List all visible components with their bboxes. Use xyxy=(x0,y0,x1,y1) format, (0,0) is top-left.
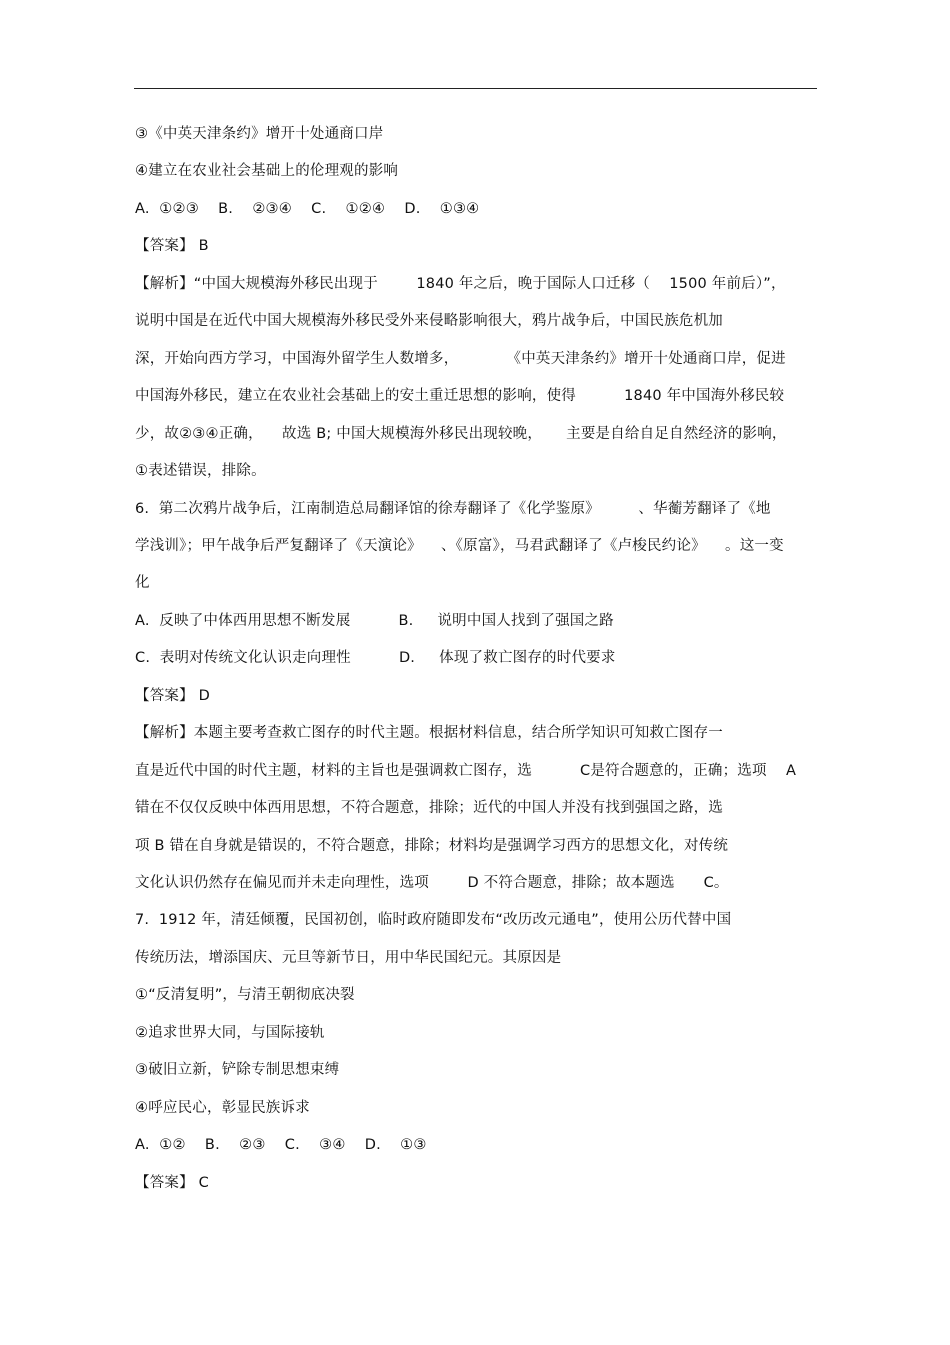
analysis-line: 深，开始向西方学习，中国海外留学生人数增多， 《中英天津条约》增开十处通商口岸，促进 xyxy=(135,351,786,367)
question-line: 化 xyxy=(135,575,150,591)
question-line: 6. 第二次鸦片战争后，江南制造总局翻译馆的徐寿翻译了《化学鉴原》 、华蘅芳翻译了《地 xyxy=(135,501,771,517)
analysis-line: 中国海外移民，建立在农业社会基础上的安土重迁思想的影响，使得 1840 年中国海外移民较 xyxy=(135,388,785,404)
text-line: ③《中英天津条约》增开十处通商口岸 xyxy=(135,126,384,142)
analysis-line: 【解析】“中国大规模海外移民出现于 1840 年之后，晚于国际人口迁移（ 1500 年前后）”， xyxy=(135,276,786,292)
answer-key: 【答案】 C xyxy=(135,1175,209,1191)
analysis-line: 项 B 错在自身就是错误的，不符合题意，排除；材料均是强调学习西方的思想文化，对传统 xyxy=(135,838,729,854)
analysis-line: ①表述错误，排除。 xyxy=(135,463,266,479)
answer-options: A. ①② B. ②③ C. ③④ D. ①③ xyxy=(135,1137,427,1153)
analysis-line: 直是近代中国的时代主题，材料的主旨也是强调救亡图存，选 C是符合题意的，正确；选项 A xyxy=(135,763,797,779)
text-line: ②追求世界大同，与国际接轨 xyxy=(135,1025,325,1041)
question-line: 传统历法，增添国庆、元旦等新节日，用中华民国纪元。其原因是 xyxy=(135,950,562,966)
text-line: ④呼应民心，彰显民族诉求 xyxy=(135,1100,310,1116)
analysis-line: 文化认识仍然存在偏见而并未走向理性，选项 D 不符合题意，排除；故本题选 C。 xyxy=(135,875,729,891)
text-line: ③破旧立新，铲除专制思想束缚 xyxy=(135,1062,340,1078)
question-line: 7. 1912 年，清廷倾覆，民国初创，临时政府随即发布“改历改元通电”，使用公历代替中国 xyxy=(135,912,732,928)
header-rule xyxy=(134,88,817,89)
text-line: ①“反清复明”，与清王朝彻底决裂 xyxy=(135,987,355,1003)
text-line: ④建立在农业社会基础上的伦理观的影响 xyxy=(135,163,399,179)
answer-options: A. ①②③ B. ②③④ C. ①②④ D. ①③④ xyxy=(135,201,480,217)
answer-options: C. 表明对传统文化认识走向理性 D. 体现了救亡图存的时代要求 xyxy=(135,650,616,666)
answer-key: 【答案】 D xyxy=(135,688,210,704)
analysis-line: 少，故②③④正确， 故选 B; 中国大规模海外移民出现较晚， 主要是自给自足自然经济的影响， xyxy=(135,426,787,442)
answer-key: 【答案】 B xyxy=(135,238,209,254)
analysis-line: 错在不仅仅反映中体西用思想，不符合题意，排除；近代的中国人并没有找到强国之路，选 xyxy=(135,800,723,816)
answer-options: A. 反映了中体西用思想不断发展 B. 说明中国人找到了强国之路 xyxy=(135,613,614,629)
analysis-line: 说明中国是在近代中国大规模海外移民受外来侵略影响很大，鸦片战争后，中国民族危机加 xyxy=(135,313,723,329)
question-line: 学浅训》；甲午战争后严复翻译了《天演论》 、《原富》，马君武翻译了《卢梭民约论》 。这一变 xyxy=(135,538,784,554)
analysis-line: 【解析】本题主要考查救亡图存的时代主题。根据材料信息，结合所学知识可知救亡图存一 xyxy=(135,725,723,741)
